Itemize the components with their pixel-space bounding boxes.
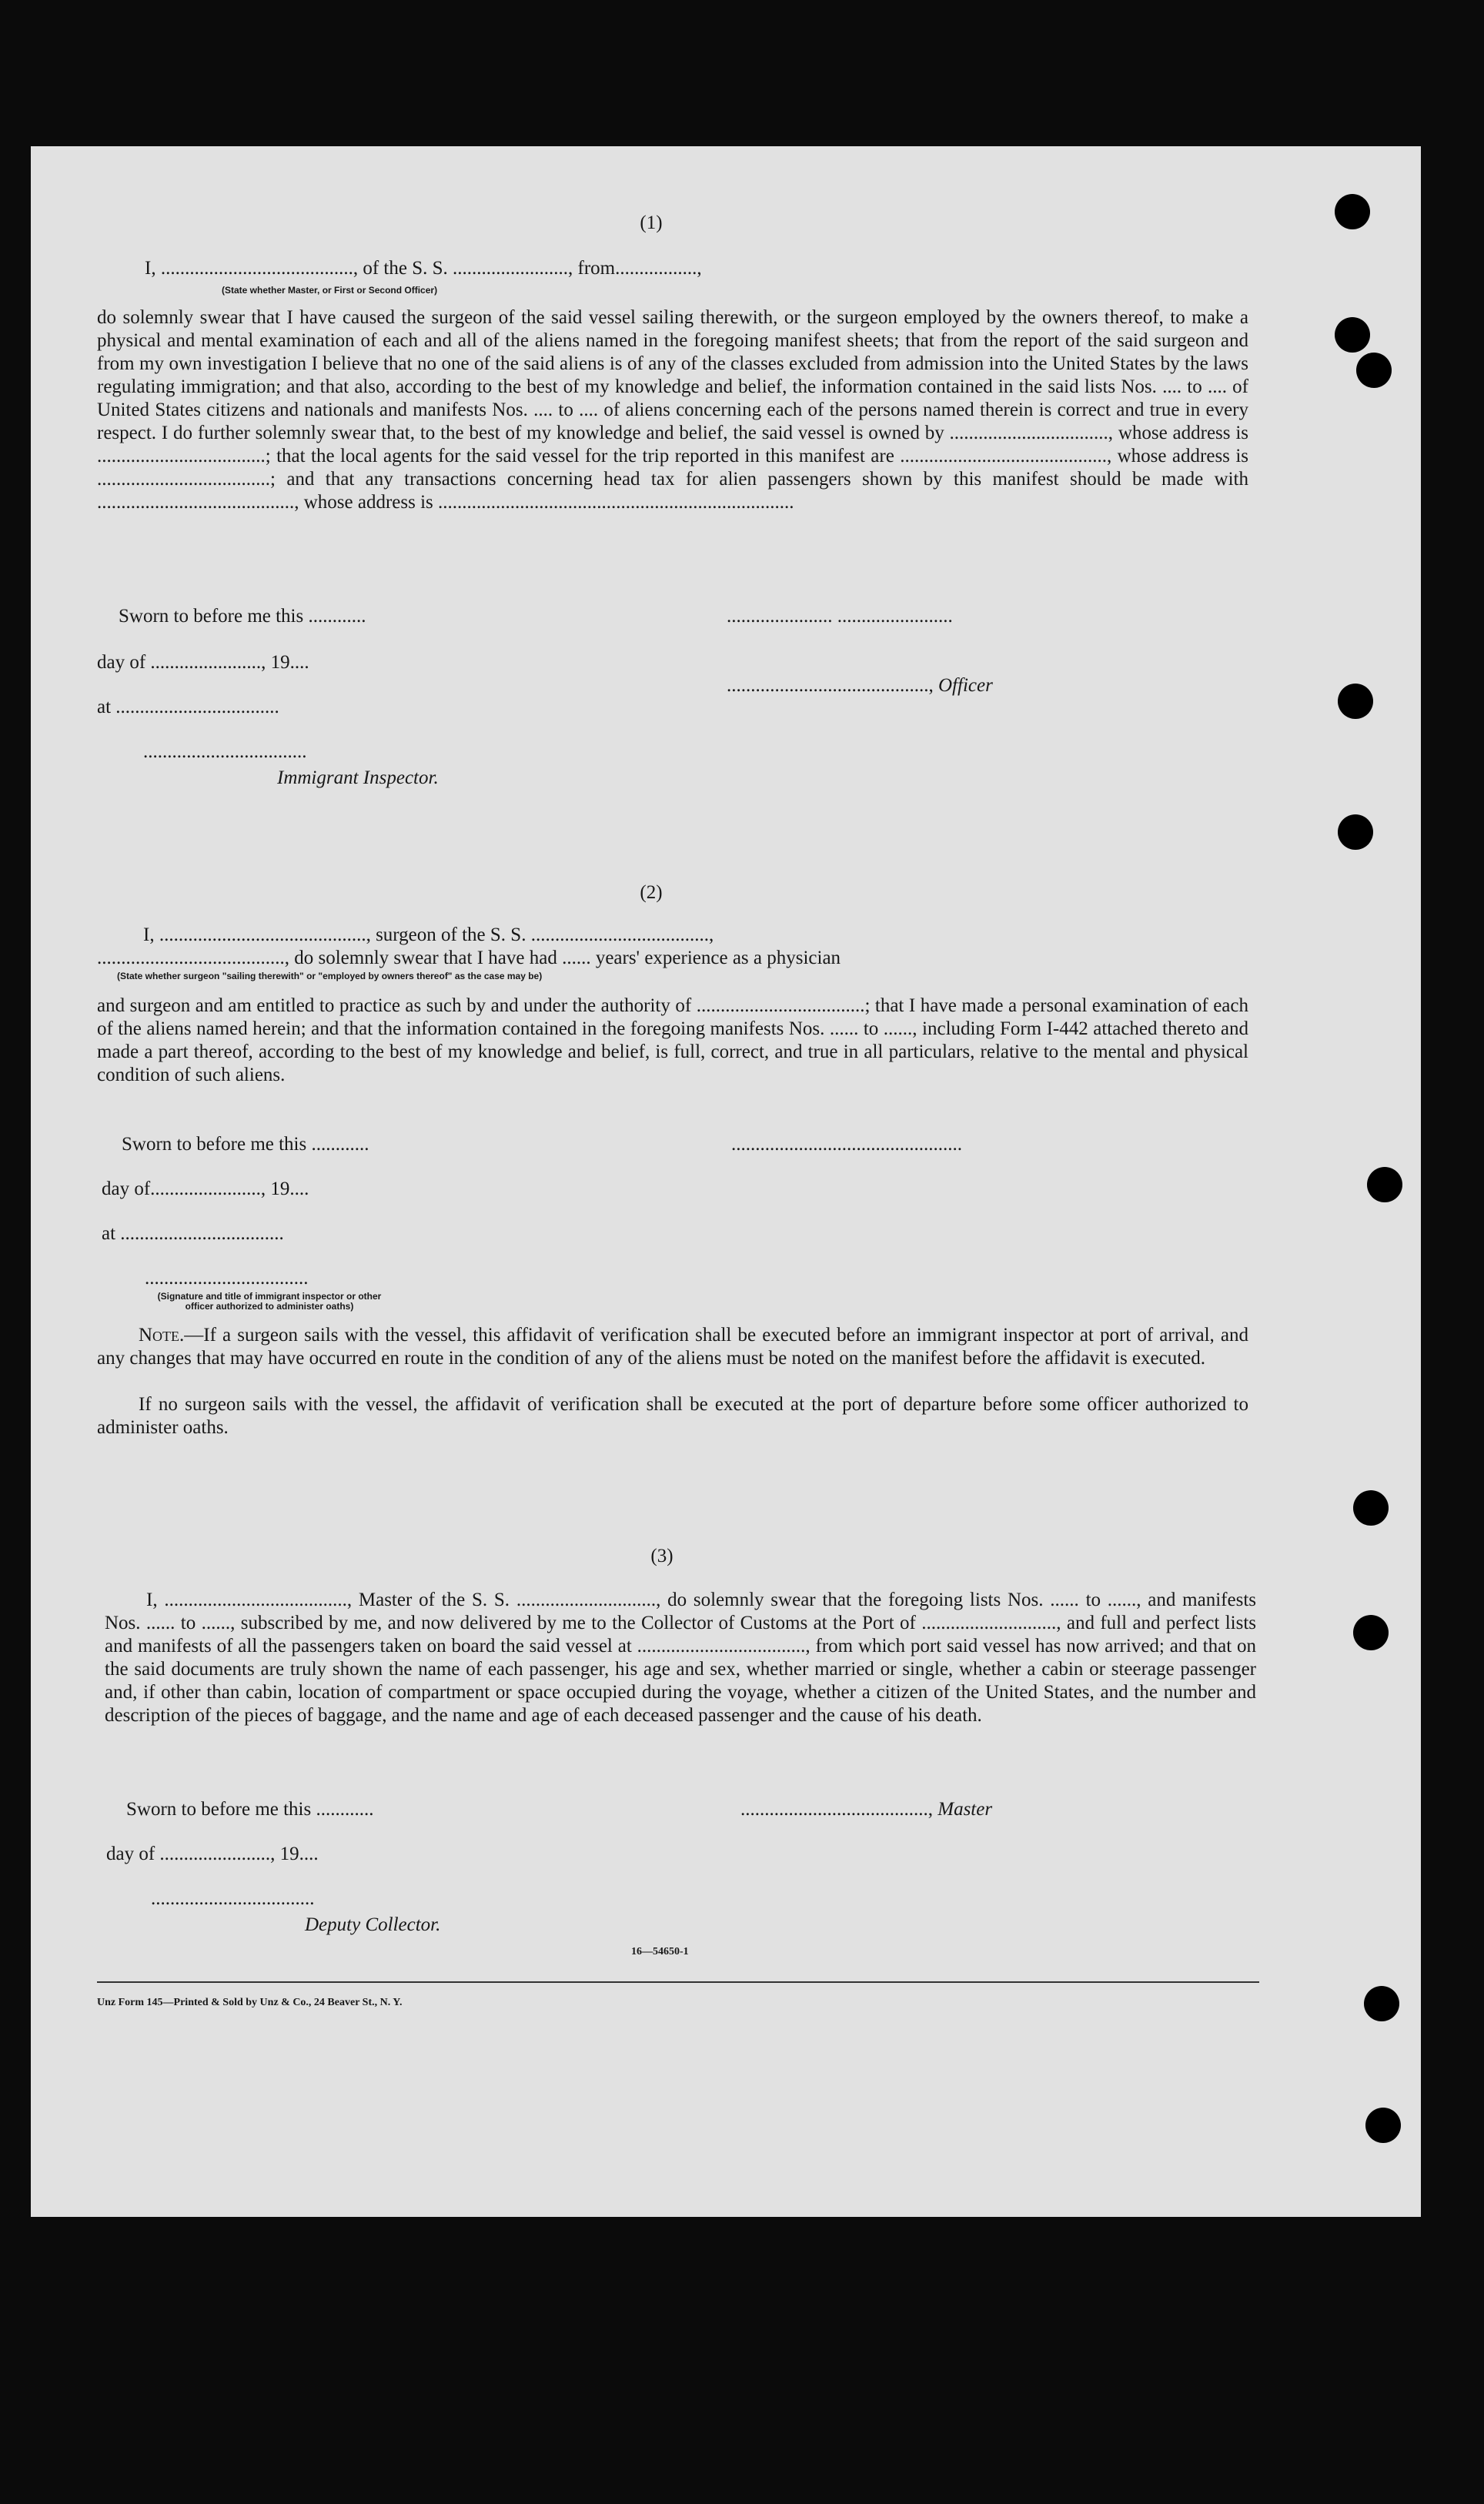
master-oath-text: do solemnly swear that I have caused the surgeon of the said vessel sailing therewith, or the surgeon employed by the owners thereof, to make a physical and mental examination of each and all of the aliens named in the foregoing manifest sheets; that from the report of the said surgeon and from my own investigation I believe that no one of the said aliens is of any of the classes excluded from admission into the United States by the laws regulating immigration; and that also, according to the best of my knowledge and belief, the information contained in the said lists Nos. .... to .... of United States citizens and nationals and manifests Nos. .... to .... of aliens concerning each of the persons named therein is correct and true in every respect. I do further solemnly swear that, to the best of my knowledge and belief, the said vessel is owned by ................................., whose address is ...................................; that the local agents for the said vessel for the trip reported in this manifest are ..........................................., whose address is ....................................; and that any transactions concerning head tax for alien passengers shown by this manifest should be made with ........................................., whose address is ..........................................................................	[97, 307, 1248, 513]
form-page	[31, 146, 1421, 2217]
officer-title: Officer	[938, 675, 993, 696]
surgeon-experience-line: ......................................., do solemnly swear that I have had ...... years' experience as a physician	[97, 948, 841, 968]
note-paragraph	[97, 1324, 1248, 1370]
sworn-line: Sworn to before me this ............	[122, 1134, 369, 1155]
day-line: day of ......................., 19....	[97, 652, 309, 673]
punch-hole-icon	[1367, 1167, 1402, 1202]
surgeon-signature-line: ................................................	[731, 1134, 962, 1155]
note-label: Note.	[139, 1325, 185, 1346]
day-line: day of ......................., 19....	[106, 1844, 319, 1864]
officer-rank-note: (State whether Master, or First or Second Officer)	[222, 285, 438, 296]
signature-note: (Signature and title of immigrant inspector or other officer authorized to administer oaths)	[157, 1291, 382, 1312]
master-dots: .......................................,	[740, 1799, 938, 1820]
punch-hole-icon	[1356, 353, 1392, 388]
master-declaration-line: I, ........................................, of the S. S. ........................, from.................,	[145, 258, 702, 279]
day-line: day of......................., 19....	[102, 1178, 309, 1199]
section-number: (2)	[640, 882, 663, 903]
footer-rule	[97, 1981, 1259, 1983]
punch-hole-icon	[1335, 194, 1370, 229]
punch-hole-icon	[1338, 814, 1373, 850]
note-paragraph-2: If no surgeon sails with the vessel, the affidavit of verification shall be executed at the port of departure before some officer authorized to administer oaths.	[97, 1394, 1248, 1438]
officer-dots: ..........................................,	[727, 675, 938, 696]
punch-hole-icon	[1353, 1490, 1389, 1526]
sworn-line: Sworn to before me this ............	[119, 606, 366, 627]
at-line: at ..................................	[102, 1223, 284, 1244]
officer-signature-line: ...................... ........................	[727, 606, 953, 627]
at-line: at ..................................	[97, 697, 279, 717]
section-number: (3)	[650, 1546, 673, 1566]
collector-signature-line: ..................................	[151, 1888, 315, 1909]
master-list-oath-text: I, ......................................, Master of the S. S. ............................., do solemnly swear that the foregoing lists Nos. ...... to ......, and manifests Nos. ...... to ......, subscribed by me, and now delivered by me to the Collector of Customs at the Port of ............................, and full and perfect lists and manifests of all the passengers taken on board the said vessel at ..................................., from which port said vessel has now arrived; and that on the said documents are truly shown the name of each passenger, his age and sex, whether married or single, whether a cabin or steerage passenger and, if other than cabin, location of compartment or space occupied during the voyage, whether a citizen of the United States, and the number and description of the pieces of baggage, and the name and age of each deceased passenger and the cause of his death.	[105, 1590, 1256, 1726]
punch-hole-icon	[1335, 317, 1370, 353]
collector-title: Deputy Collector.	[305, 1914, 441, 1935]
master-signature-line	[740, 1798, 992, 1821]
punch-hole-icon	[1364, 1986, 1399, 2021]
master-title: Master	[938, 1799, 993, 1820]
printer-imprint: Unz Form 145—Printed & Sold by Unz & Co., 24 Beaver St., N. Y.	[97, 1997, 403, 2008]
surgeon-declaration-line: I, ..........................................., surgeon of the S. S. .....................................,	[143, 924, 714, 945]
punch-hole-icon	[1365, 2108, 1401, 2143]
inspector-title: Immigrant Inspector.	[277, 767, 439, 788]
section-number: (1)	[640, 212, 663, 233]
surgeon-status-note: (State whether surgeon "sailing therewith" or "employed by owners thereof" as the case may be)	[117, 971, 543, 981]
punch-hole-icon	[1353, 1615, 1389, 1650]
surgeon-oath-text: and surgeon and am entitled to practice as such by and under the authority of ...................................; that I have made a personal examination of each of the aliens named herein; and that the information contained in the foregoing manifests Nos. ...... to ......, including Form I-442 attached thereto and made a part thereof, according to the best of my knowledge and belief, is full, correct, and true in all particulars, relative to the mental and physical condition of such aliens.	[97, 995, 1248, 1085]
officer-signature-line	[727, 674, 993, 697]
sworn-line: Sworn to before me this ............	[126, 1799, 374, 1820]
form-code: 16—54650-1	[631, 1946, 689, 1957]
inspector-signature-line: ..................................	[143, 741, 307, 762]
punch-hole-icon	[1338, 684, 1373, 719]
note-text: —If a surgeon sails with the vessel, this affidavit of verification shall be executed before an immigrant inspector at port of arrival, and any changes that may have occurred en route in the condition of any of the aliens must be noted on the manifest before the affidavit is executed.	[97, 1325, 1248, 1369]
inspector-signature-line: ..................................	[145, 1268, 309, 1289]
